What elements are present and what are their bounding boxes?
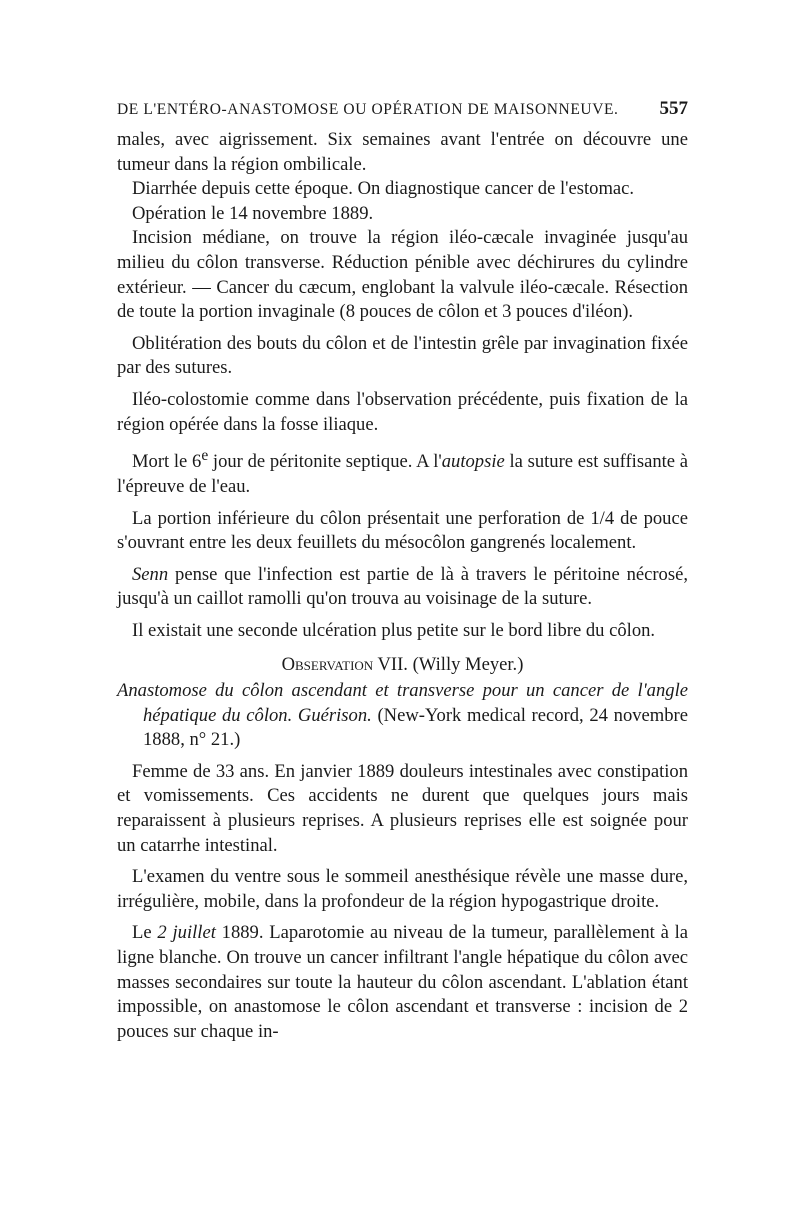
page-body — [117, 128, 688, 1044]
paragraph: Senn pense que l'infection est partie de là à travers le péritoine nécrosé, jusqu'à un caillot ramolli qu'on trouva au voisinage de la suture. — [117, 563, 688, 610]
paragraph: La portion inférieure du côlon présentait une perforation de 1/4 de pouce s'ouvrant entre les deux feuillets du mésocôlon gangrenés localement. — [117, 507, 688, 554]
paragraph: Le 2 juillet 1889. Laparotomie au niveau de la tumeur, parallèlement à la ligne blanche. On trouve un cancer infiltrant l'angle hépatique du côlon avec masses secondaires sur toute la hauteur du côlon ascendant. L'ablation étant impossible, on anastomose le côlon ascendant et transverse : incision de 2 pouces sur chaque in- — [117, 922, 689, 1042]
paragraph: Femme de 33 ans. En janvier 1889 douleurs intestinales avec constipation et vomissements. Ces accidents ne durent que quelques jours mais reparaissent à plusieurs reprises. A plusieurs reprises elle est soignée pour un catarrhe intestinal. — [117, 760, 688, 856]
paragraph: L'examen du ventre sous le sommeil anesthésique révèle une masse dure, irrégulière, mobile, dans la profondeur de la région hypogastrique droite. — [117, 866, 688, 912]
paragraph: Oblitération des bouts du côlon et de l'intestin grêle par invagination fixée par des sutures. — [117, 332, 688, 379]
paragraph: males, avec aigrissement. Six semaines avant l'entrée on découvre une tumeur dans la région ombilicale. — [117, 129, 688, 175]
paragraph: Il existait une seconde ulcération plus petite sur le bord libre du côlon. — [132, 619, 656, 641]
observation-title: Observation VII. (Willy Meyer.) — [281, 654, 524, 676]
paragraph: Iléo-colostomie comme dans l'observation précédente, puis fixation de la région opérée dans la fosse iliaque. — [117, 388, 688, 435]
observation-reference: Anastomose du côlon ascendant et transverse pour un cancer de l'angle hépatique du côlon. Guérison. (New-York medical record, 24 novembre 1888, n° 21.) — [117, 680, 688, 751]
page-number: 557 — [659, 98, 688, 119]
paragraph: Mort le 6e jour de péritonite septique. A l'autopsie la suture est suffisante à l'épreuve de l'eau. — [117, 447, 689, 497]
paragraph: Diarrhée depuis cette époque. On diagnostique cancer de l'estomac. — [132, 178, 635, 200]
running-title: DE L'ENTÉRO-ANASTOMOSE OU OPÉRATION DE MAISONNEUVE. — [117, 101, 619, 118]
running-header — [117, 98, 688, 120]
paragraph: Incision médiane, on trouve la région iléo-cæcale invaginée jusqu'au milieu du côlon transverse. Réduction pénible avec déchirures du cylindre extérieur. — Cancer du cæcum, englobant la valvule iléo-cæcale. Résection de toute la portion invaginale (8 pouces de côlon et 3 pouces d'iléon). — [117, 227, 688, 323]
paragraph: Opération le 14 novembre 1889. — [132, 202, 374, 224]
